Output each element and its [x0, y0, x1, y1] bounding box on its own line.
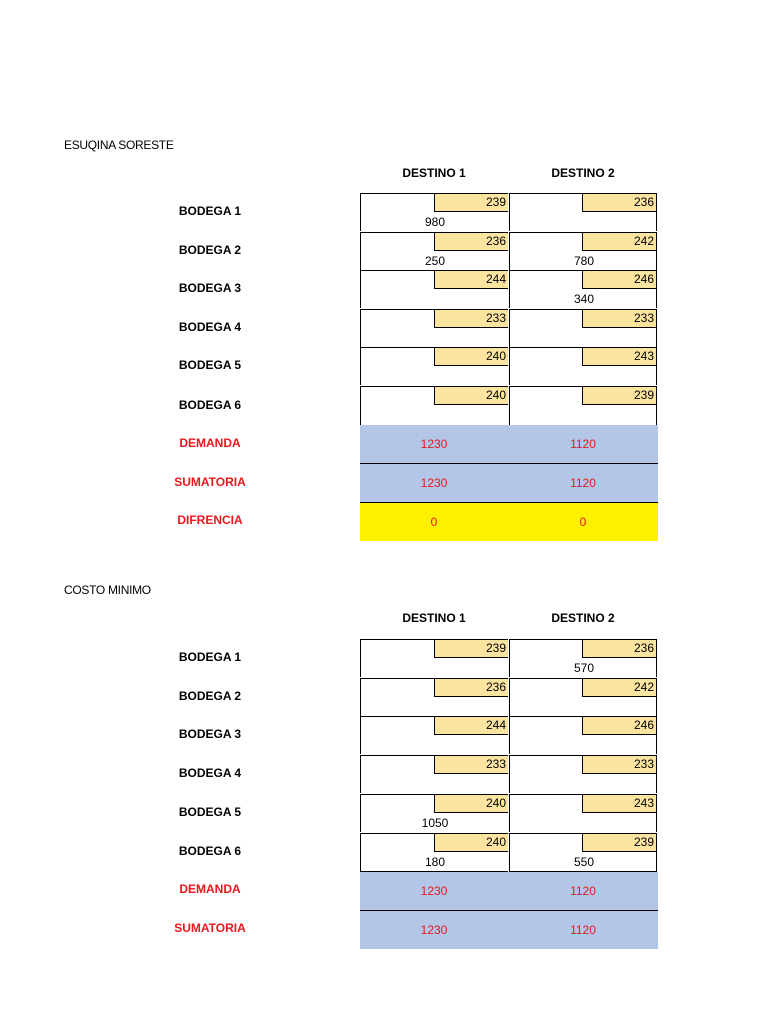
grid-cell[interactable] [509, 232, 657, 270]
cost-value: 233 [582, 310, 656, 328]
row-label-sumatoria: SUMATORIA [174, 921, 246, 935]
cost-value: 246 [582, 271, 656, 289]
row-label-sumatoria: SUMATORIA [174, 475, 246, 489]
sumatoria-row [360, 911, 658, 949]
cost-value: 244 [434, 271, 508, 289]
grid-cell[interactable] [360, 309, 508, 347]
grid-cell[interactable] [360, 386, 508, 426]
grid-cell[interactable] [509, 716, 657, 754]
row-label-difrencia: DIFRENCIA [177, 513, 243, 527]
grid-cell[interactable] [360, 678, 508, 716]
row-label-bodega-6: BODEGA 6 [178, 398, 242, 412]
row-label-bodega-5: BODEGA 5 [178, 358, 242, 372]
cost-value: 239 [434, 194, 508, 212]
difrencia-destino-1: 0 [430, 515, 438, 529]
allocation-value: 180 [424, 855, 446, 869]
grid-cell[interactable] [509, 193, 657, 231]
cost-value: 236 [582, 194, 656, 212]
grid-cell[interactable] [509, 678, 657, 716]
cost-value: 233 [582, 756, 656, 774]
cost-value: 244 [434, 717, 508, 735]
section-title-costo-minimo: COSTO MINIMO [64, 583, 151, 597]
allocation-value: 340 [573, 292, 595, 306]
row-label-demanda: DEMANDA [179, 436, 241, 450]
demanda-destino-1: 1230 [420, 884, 448, 898]
cost-value: 233 [434, 310, 508, 328]
grid-cell[interactable] [509, 755, 657, 793]
grid-cell[interactable] [360, 794, 508, 832]
column-header-destino-1: DESTINO 1 [402, 166, 466, 180]
column-header-destino-1: DESTINO 1 [402, 611, 466, 625]
row-label-demanda: DEMANDA [179, 882, 241, 896]
cost-value: 242 [582, 233, 656, 251]
cost-value: 239 [434, 640, 508, 658]
grid-cell[interactable] [509, 309, 657, 347]
sumatoria-destino-2: 1120 [570, 923, 596, 937]
grid-cell[interactable] [360, 833, 508, 872]
allocation-value: 780 [573, 254, 595, 268]
demanda-row [360, 872, 658, 910]
row-label-bodega-3: BODEGA 3 [178, 727, 242, 741]
grid-cell[interactable] [360, 639, 508, 677]
cost-value: 242 [582, 679, 656, 697]
demanda-destino-1: 1230 [420, 437, 448, 451]
demanda-destino-2: 1120 [570, 884, 596, 898]
row-label-bodega-5: BODEGA 5 [178, 805, 242, 819]
cost-value: 243 [582, 348, 656, 366]
cost-value: 236 [434, 233, 508, 251]
allocation-value: 250 [424, 254, 446, 268]
row-label-bodega-2: BODEGA 2 [178, 243, 242, 257]
sumatoria-row [360, 464, 658, 502]
section-title-esquina-soreste: ESUQINA SORESTE [64, 138, 174, 152]
row-label-bodega-1: BODEGA 1 [178, 650, 242, 664]
cost-value: 236 [582, 640, 656, 658]
allocation-value: 570 [573, 661, 595, 675]
grid-cell[interactable] [509, 270, 657, 308]
cost-value: 239 [582, 834, 656, 852]
cost-value: 246 [582, 717, 656, 735]
grid-cell[interactable] [509, 833, 657, 872]
grid-cell[interactable] [360, 232, 508, 270]
grid-cell[interactable] [360, 347, 508, 385]
row-label-bodega-3: BODEGA 3 [178, 281, 242, 295]
difrencia-row [360, 503, 658, 541]
grid-cell[interactable] [509, 386, 657, 426]
row-label-bodega-4: BODEGA 4 [178, 766, 242, 780]
column-header-destino-2: DESTINO 2 [551, 611, 615, 625]
sumatoria-destino-1: 1230 [420, 923, 448, 937]
grid-cell[interactable] [509, 639, 657, 677]
allocation-value: 1050 [421, 816, 449, 830]
grid-cell[interactable] [360, 716, 508, 754]
grid-cell[interactable] [360, 193, 508, 231]
difrencia-destino-2: 0 [579, 515, 587, 529]
sumatoria-destino-2: 1120 [570, 476, 596, 490]
cost-value: 240 [434, 795, 508, 813]
allocation-value: 550 [573, 855, 595, 869]
cost-value: 240 [434, 387, 508, 405]
allocation-value: 980 [424, 215, 446, 229]
grid-cell[interactable] [509, 347, 657, 385]
grid-cell[interactable] [360, 755, 508, 793]
grid-cell[interactable] [509, 794, 657, 832]
grid-cell[interactable] [360, 270, 508, 308]
demanda-destino-2: 1120 [570, 437, 596, 451]
row-label-bodega-6: BODEGA 6 [178, 844, 242, 858]
cost-value: 243 [582, 795, 656, 813]
row-label-bodega-2: BODEGA 2 [178, 689, 242, 703]
cost-value: 239 [582, 387, 656, 405]
demanda-row [360, 425, 658, 463]
column-header-destino-2: DESTINO 2 [551, 166, 615, 180]
cost-value: 236 [434, 679, 508, 697]
cost-value: 233 [434, 756, 508, 774]
cost-value: 240 [434, 834, 508, 852]
row-label-bodega-4: BODEGA 4 [178, 320, 242, 334]
cost-value: 240 [434, 348, 508, 366]
sumatoria-destino-1: 1230 [420, 476, 448, 490]
row-label-bodega-1: BODEGA 1 [178, 204, 242, 218]
